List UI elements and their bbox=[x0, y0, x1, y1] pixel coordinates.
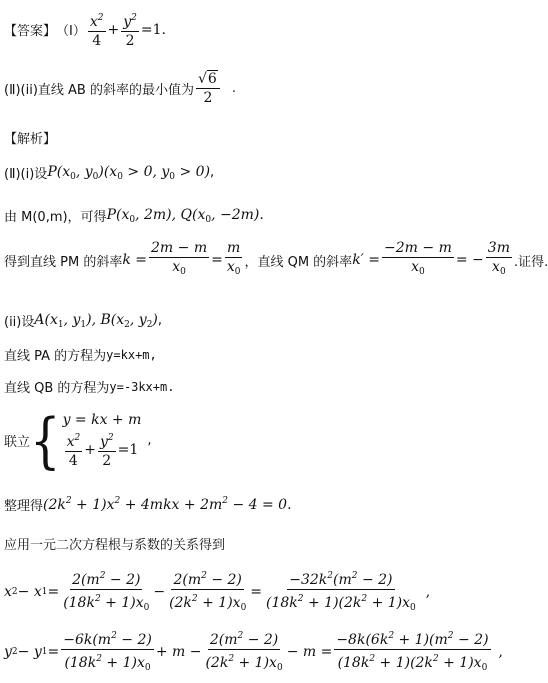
line-qb-prefix: 直线 QB 的方程为 bbox=[4, 381, 110, 396]
part-i-marker: （Ⅰ） bbox=[56, 24, 86, 39]
ii-ii-prefix: (ii)设 bbox=[4, 315, 35, 330]
line-pa-eq: y=kx+m, bbox=[106, 347, 157, 362]
comma: , bbox=[147, 433, 152, 448]
min-slope-value: √ 6 2 bbox=[196, 70, 220, 106]
comma: , bbox=[210, 165, 215, 180]
points-a-b: $A(x_1$, $y_1$), $B(x_2$, $y_2$) bbox=[34, 311, 158, 330]
analysis-line-pa bbox=[4, 345, 157, 364]
slope-qm-formula: k′ = $\frac{-2m - m}{x_0}$ = − $\frac{3m}{x_0}$ bbox=[352, 240, 510, 277]
proved-text: .证得. bbox=[513, 254, 548, 270]
comma: , bbox=[157, 313, 163, 328]
analysis-line-vieta: 应用一元二次方程根与系数的关系得到 bbox=[4, 538, 226, 553]
x-difference-formula: x 2 − x 1 = $\frac{2(m^2 - 2)}{(18k^2 + 1)x_0}$ − $\frac{2(m^2 - 2)}{(2k^2 + 1)x_0}$ = $\frac{-32k^2(m^2 - 2)}{(18k^2 + 1)(2k^2 + 1)x_0}$ , bbox=[4, 568, 430, 616]
ellipse-equation: $\frac{x^2}{4}$ + $\frac{y^2}{2}$ =1. bbox=[86, 10, 166, 49]
ii-i-prefix: (Ⅱ)(i)设 bbox=[4, 167, 48, 182]
end-dot: . bbox=[231, 80, 236, 96]
tidy-label: 整理得 bbox=[4, 499, 44, 514]
equation-system: y = kx + m $\frac{x^2}{4}$ + $\frac{y^2}{2}$ =1 bbox=[62, 412, 142, 469]
analysis-line-from-m bbox=[4, 206, 264, 225]
points-p-q: $P(x_0$, 2m), $Q(x_0$, −2m). bbox=[106, 206, 264, 225]
analysis-line-slopes bbox=[4, 240, 548, 280]
line-pa-prefix: 直线 PA 的方程为 bbox=[4, 349, 107, 364]
answer-line-2 bbox=[4, 70, 236, 106]
system-brace: { bbox=[30, 405, 61, 476]
from-m-text: 由 M(0,m)，可得 bbox=[4, 210, 107, 225]
analysis-label: 【解析】 bbox=[4, 132, 57, 147]
part-ii-label: (Ⅱ)(ii)直线 AB 的斜率的最小值为 bbox=[4, 82, 194, 98]
combine-label: 联立 bbox=[4, 435, 31, 450]
point-p-def: $P(x_0$, $y_0)(x_0 > 0$, $y_0 > 0$) bbox=[47, 163, 211, 182]
quadratic-equation: $(2k^2 + 1)x^2 + 4mkx + 2m^2 - 4 = 0$. bbox=[43, 496, 292, 513]
slope-qm-prefix: ，直线 QM 的斜率 bbox=[244, 254, 353, 270]
analysis-line-tidy bbox=[4, 495, 292, 514]
slope-pm-formula: k = $\frac{2m - m}{x_0}$ = $\frac{m}{x_0}$ bbox=[122, 240, 241, 277]
analysis-line-qb bbox=[4, 377, 174, 396]
analysis-line-ii-ii bbox=[4, 311, 162, 330]
analysis-line-system bbox=[4, 405, 152, 476]
slope-pm-prefix: 得到直线 PM 的斜率 bbox=[4, 254, 123, 270]
analysis-line-ii-i bbox=[4, 163, 214, 182]
answer-line-1 bbox=[4, 10, 166, 49]
answer-label: 【答案】 bbox=[4, 24, 57, 39]
y-difference-formula: y 2 − y 1 = $\frac{-6k(m^2 - 2)}{(18k^2 + 1)x_0}$ + m − $\frac{2(m^2 - 2)}{(2k^2 + 1)x_0}$ − m = $\frac{-8k(6k^2 + 1)(m^2 - 2)}{(18k^2 + 1)(2k^2 + 1)x_0}$ , bbox=[4, 628, 503, 676]
line-qb-eq: y=-3kx+m. bbox=[109, 379, 175, 394]
